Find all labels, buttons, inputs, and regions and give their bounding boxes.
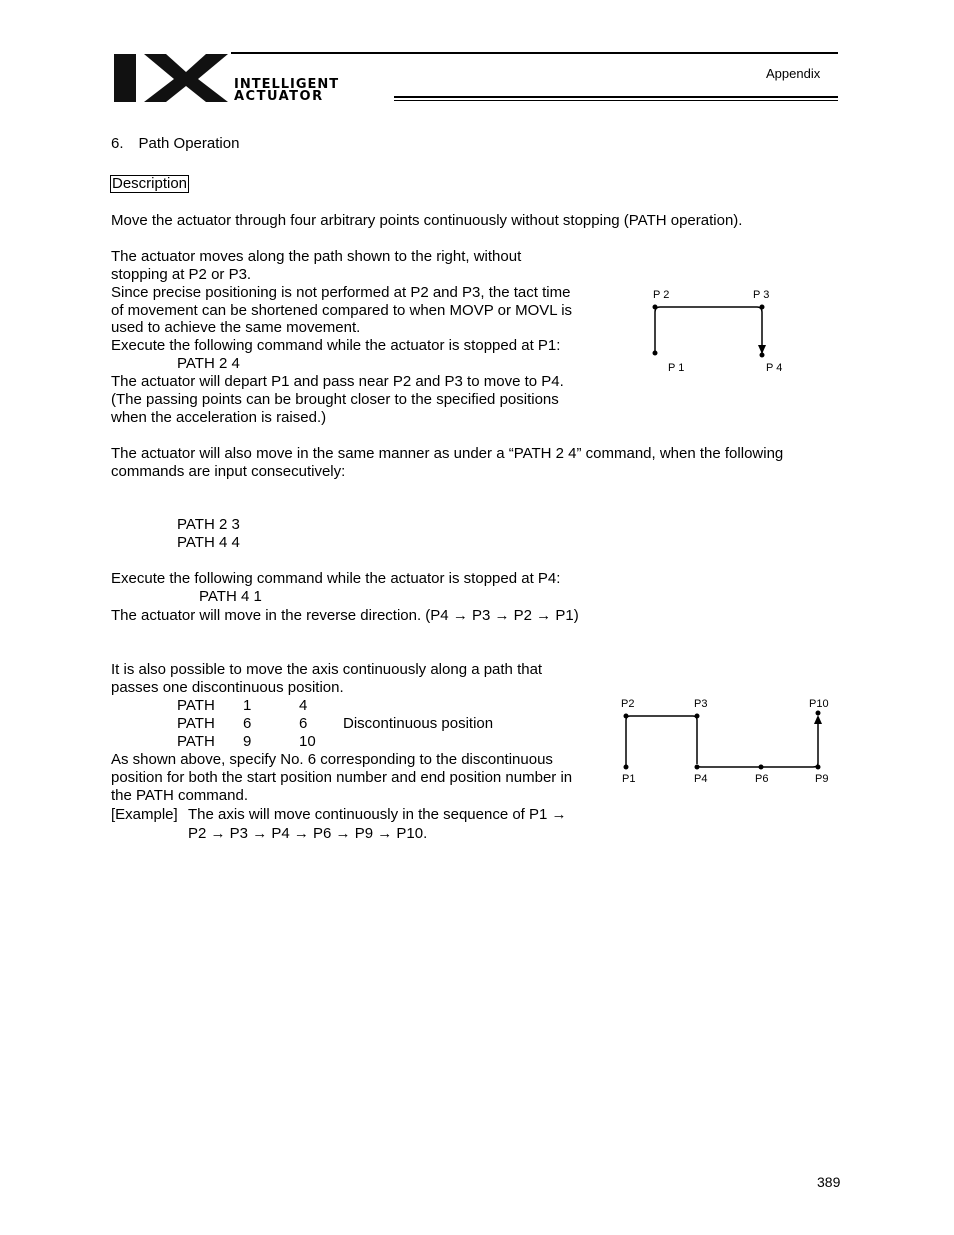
diagram2-path-seg2 [697,720,818,767]
path-table-start: 6 [243,715,252,732]
command-path-2-4: PATH 2 4 [177,355,240,372]
path-table-start: 1 [243,697,252,714]
description-label: Description [112,175,188,192]
para1-line: The actuator moves along the path shown to the right, without [111,248,522,265]
diagram1-point-p3 [760,305,765,310]
path-table-end: 4 [299,697,308,714]
diagram1-label-p2: P 2 [653,289,670,301]
logo-text-actuator: ACTUATOR [234,89,324,104]
logo-text-intelligent: INTELLIGENT [234,77,340,92]
para4-line: It is also possible to move the axis continuously along a path that [111,661,543,678]
path-table-cmd: PATH [177,697,215,714]
diagram2-label-p3: P3 [694,698,708,710]
ix-logo-mark [114,52,232,104]
path-table-start: 9 [243,733,252,750]
para5-line: As shown above, specify No. 6 corresponding to the discontinuous [111,751,553,768]
para1-line: Since precise positioning is not performed at P2 and P3, the tact time [111,284,571,301]
path-table-note: Discontinuous position [343,715,494,732]
para1-line: stopping at P2 or P3. [111,266,252,283]
diagram2-path-seg1 [626,716,697,765]
header-rule-bottom-thin [394,100,838,101]
path-table-cmd: PATH [177,733,215,750]
page-number: 389 [817,1174,841,1190]
example-tag: [Example] [111,806,178,823]
path-table-end: 6 [299,715,308,732]
para3-line: Execute the following command while the actuator is stopped at P4: [111,570,561,587]
para1-line: when the acceleration is raised.) [111,409,327,426]
diagram2-point-p4 [695,765,700,770]
section-title: 6. Path Operation [111,135,240,152]
para2-line: The actuator will also move in the same manner as under a “PATH 2 4” command, when the following [111,445,784,462]
header [0,0,954,110]
diagram2-label-p10: P10 [809,698,829,710]
para4-line: passes one discontinuous position. [111,679,344,696]
diagram1-point-p1 [653,351,658,356]
para5-line: position for both the start position number and end position number in [111,769,573,786]
para1-line: The actuator will depart P1 and pass near P2 and P3 to move to P4. [111,373,564,390]
diagram2-point-p1 [624,765,629,770]
diagram1-label-p3: P 3 [753,289,770,301]
example-line: P2 → P3 → P4 → P6 → P9 → P10. [188,825,428,842]
diagram2-point-p6 [759,765,764,770]
path-diagram-1 [640,280,800,380]
path-table-cmd: PATH [177,715,215,732]
diagram1-label-p1: P 1 [668,362,685,374]
command-path-2-3: PATH 2 3 [177,516,240,533]
command-path-4-4: PATH 4 4 [177,534,240,551]
diagram2-label-p2: P2 [621,698,635,710]
header-section-label: Appendix [766,66,821,81]
example-line: The axis will move continuously in the sequence of P1 → [188,806,567,823]
diagram2-label-p1: P1 [622,773,636,785]
para1-line: used to achieve the same movement. [111,319,361,336]
path-diagram-2 [612,690,842,790]
header-rule-bottom [394,96,838,98]
diagram2-point-p10 [816,711,821,716]
para1-line: (The passing points can be brought closer to the specified positions [111,391,559,408]
diagram1-point-p2 [653,305,658,310]
diagram2-label-p9: P9 [815,773,829,785]
diagram2-label-p4: P4 [694,773,708,785]
para3-line: The actuator will move in the reverse direction. (P4 → P3 → P2 → P1) [111,607,579,624]
path-table-end: 10 [299,733,316,750]
para2-line: commands are input consecutively: [111,463,346,480]
header-rule-top [231,52,838,54]
command-path-4-1: PATH 4 1 [199,588,262,605]
diagram1-label-p4: P 4 [766,362,783,374]
diagram2-point-p9 [816,765,821,770]
para1-line: of movement can be shortened compared to when MOVP or MOVL is [111,302,573,319]
diagram1-point-p4 [760,353,765,358]
diagram2-point-p3 [695,714,700,719]
diagram1-path [655,307,762,353]
diagram2-point-p2 [624,714,629,719]
intro-text: Move the actuator through four arbitrary points continuously without stopping (PATH operation). [111,212,743,229]
diagram2-arrowhead [814,715,822,724]
para5-line: the PATH command. [111,787,248,804]
para1-line: Execute the following command while the actuator is stopped at P1: [111,337,561,354]
diagram2-label-p6: P6 [755,773,769,785]
